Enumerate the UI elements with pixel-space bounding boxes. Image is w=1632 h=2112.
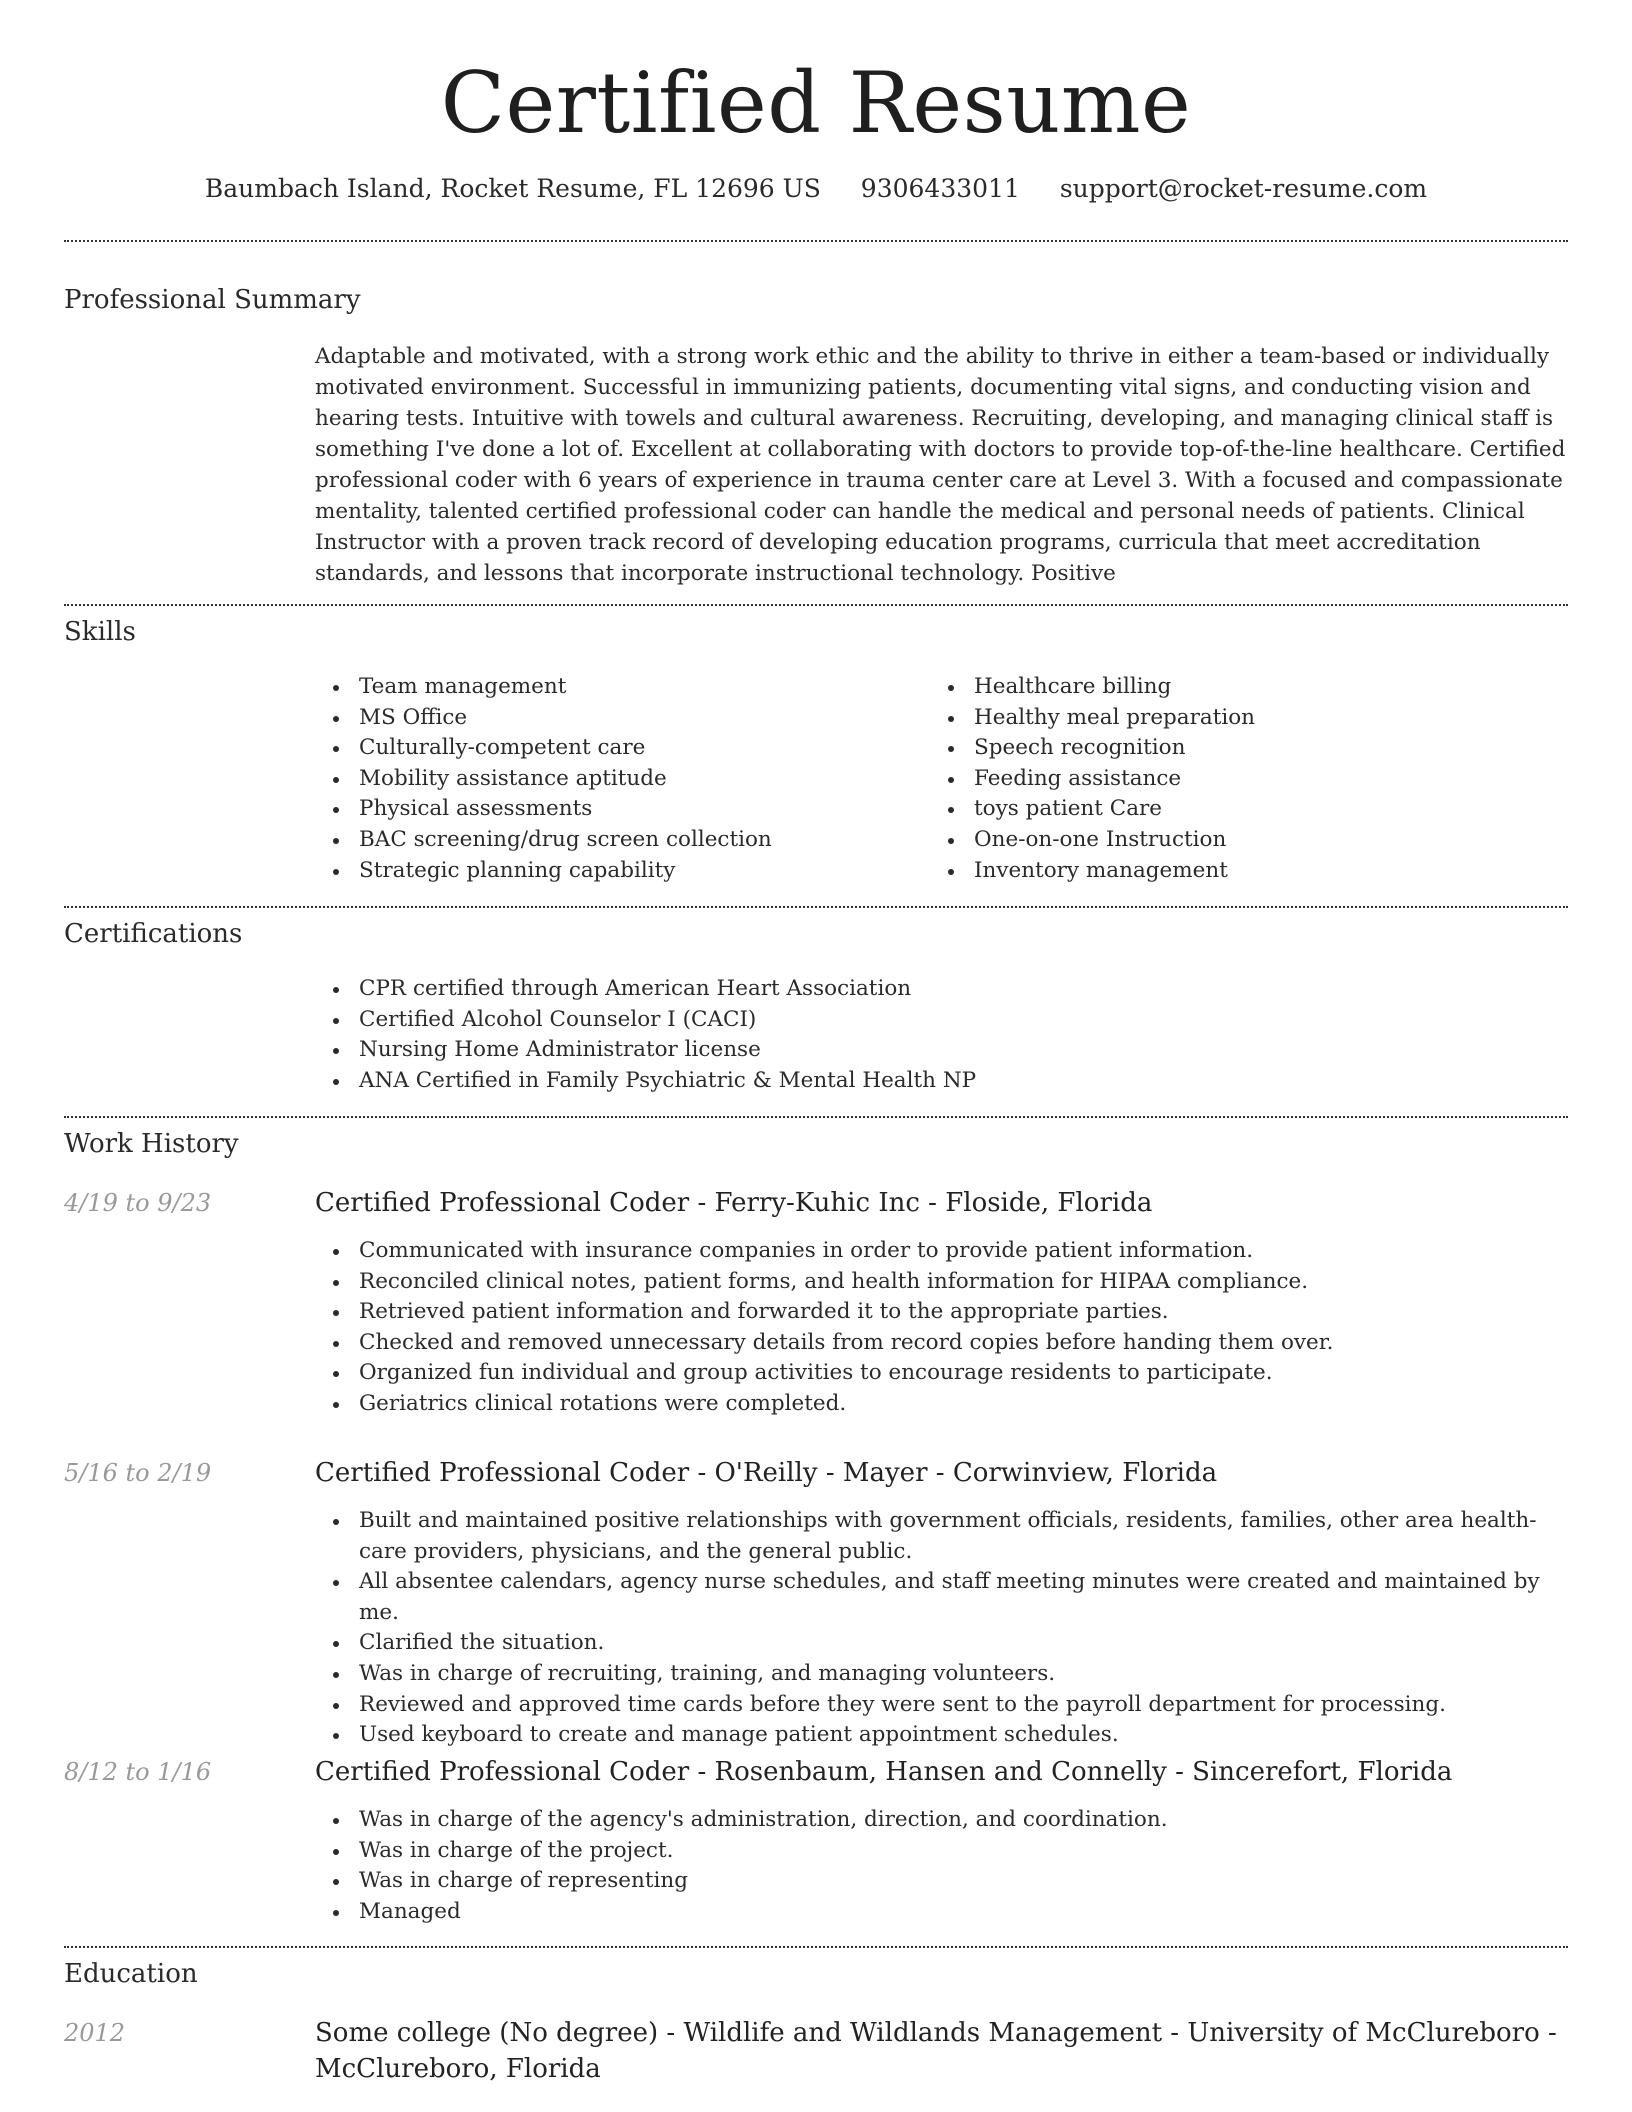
resume-name: Certified Resume [440,54,1192,152]
job-bullet: Was in charge of the project. [315,1836,1568,1867]
certification-item: Nursing Home Administrator license [315,1035,1568,1066]
skill-item: Physical assessments [315,794,915,825]
job-bullet: Used keyboard to create and manage patient appointment schedules. [315,1720,1568,1751]
contact-email: support@rocket-resume.com [1059,174,1428,203]
section-divider [64,604,1568,606]
job-bullets [315,1506,1568,1751]
job-bullet: Built and maintained positive relationships with government officials, residents, families, other area health-care providers, physicians, and the general public. [315,1506,1568,1567]
job-bullet: Was in charge of the agency's administration, direction, and coordination. [315,1805,1568,1836]
skill-item: Inventory management [930,856,1530,887]
job-heading: Certified Professional Coder - Rosenbaum, Hansen and Connelly - Sincerefort, Florida [315,1757,1453,1787]
section-divider [64,1946,1568,1948]
skill-item: Team management [315,672,915,703]
job-heading: Certified Professional Coder - Ferry-Kuhic Inc - Floside, Florida [315,1188,1153,1218]
certifications-list [315,974,1568,1096]
skills-list-left [315,672,915,886]
contact-phone: 9306433011 [860,174,1020,203]
job-bullet: Was in charge of recruiting, training, and managing volunteers. [315,1659,1568,1690]
job-bullet: Clarified the situation. [315,1628,1568,1659]
summary-text: Adaptable and motivated, with a strong work ethic and the ability to thrive in either a team-based or individually motivated environment. Successful in immunizing patients, documenting vital signs, and conducting vision and hearing tests. Intuitive with towels and cultural awareness. Recruiting, developing, and managing clinical staff is something I've done a lot of. Excellent at collaborating with doctors to provide top-of-the-line healthcare. Certified professional coder with 6 years of experience in trauma center care at Level 3. With a focused and compassionate mentality, talented certified professional coder can handle the medical and personal needs of patients. Clinical Instructor with a proven track record of developing education programs, curricula that meet accreditation standards, and lessons that incorporate instructional technology. Positive [315,344,1566,586]
work-history-heading: Work History [64,1129,239,1159]
section-divider [64,906,1568,908]
contact-line [0,172,1632,206]
skill-item: Mobility assistance aptitude [315,764,915,795]
section-divider [64,240,1568,242]
job-bullet: Was in charge of representing [315,1866,1568,1897]
job-bullets [315,1805,1568,1927]
skill-item: Speech recognition [930,733,1530,764]
job-bullet: Organized fun individual and group activities to encourage residents to participate. [315,1358,1568,1389]
job-heading: Certified Professional Coder - O'Reilly - Mayer - Corwinview, Florida [315,1458,1218,1488]
certification-item: Certified Alcohol Counselor I (CACI) [315,1005,1568,1036]
skill-item: Healthy meal preparation [930,703,1530,734]
job-dates: 5/16 to 2/19 [64,1459,212,1487]
skill-item: MS Office [315,703,915,734]
section-divider [64,1116,1568,1118]
skills-heading: Skills [64,617,136,647]
job-dates: 4/19 to 9/23 [64,1189,212,1217]
skill-item: One-on-one Instruction [930,825,1530,856]
job-bullet: Reconciled clinical notes, patient forms, and health information for HIPAA compliance. [315,1267,1568,1298]
job-bullet: All absentee calendars, agency nurse schedules, and staff meeting minutes were created and maintained by me. [315,1567,1568,1628]
education-year: 2012 [64,2019,126,2047]
skill-item: Feeding assistance [930,764,1530,795]
certification-item: CPR certified through American Heart Association [315,974,1568,1005]
job-bullet: Managed [315,1897,1568,1928]
skill-item: Culturally-competent care [315,733,915,764]
education-heading-text: Some college (No degree) - Wildlife and Wildlands Management - University of McClureboro - McClureboro, Florida [315,2018,1557,2084]
contact-address: Baumbach Island, Rocket Resume, FL 12696 US [204,174,821,203]
skill-item: Healthcare billing [930,672,1530,703]
job-bullet: Communicated with insurance companies in order to provide patient information. [315,1236,1568,1267]
job-dates: 8/12 to 1/16 [64,1758,212,1786]
job-bullet: Geriatrics clinical rotations were completed. [315,1389,1568,1420]
education-heading: Education [64,1959,198,1989]
skills-list-right [930,672,1530,886]
skill-item: toys patient Care [930,794,1530,825]
job-bullet: Reviewed and approved time cards before they were sent to the payroll department for processing. [315,1690,1568,1721]
skill-item: BAC screening/drug screen collection [315,825,915,856]
skill-item: Strategic planning capability [315,856,915,887]
job-bullet: Checked and removed unnecessary details from record copies before handing them over. [315,1328,1568,1359]
job-bullets [315,1236,1568,1420]
job-bullet: Retrieved patient information and forwarded it to the appropriate parties. [315,1297,1568,1328]
certifications-heading: Certifications [64,919,243,949]
certification-item: ANA Certified in Family Psychiatric & Mental Health NP [315,1066,1568,1097]
summary-heading: Professional Summary [64,285,361,315]
